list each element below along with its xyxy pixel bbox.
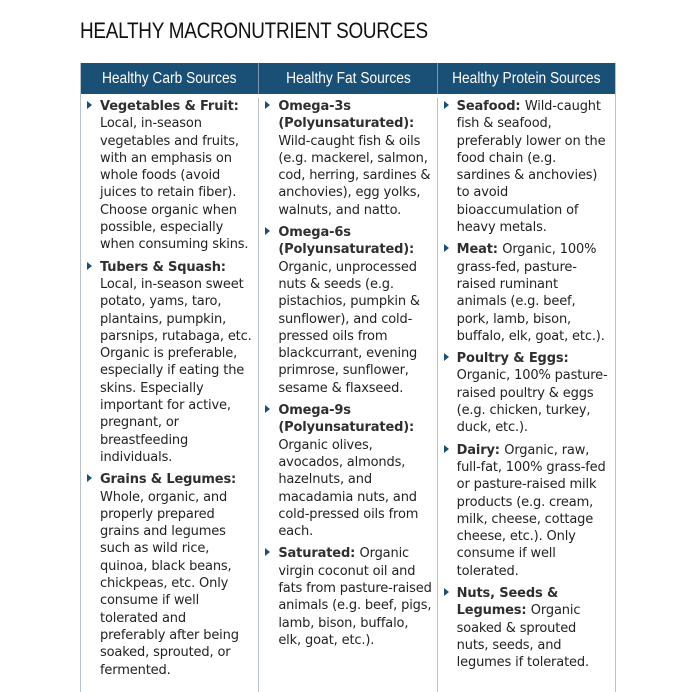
triangle-bullet-icon <box>444 588 449 596</box>
item-text: Organic, 100% grass-fed, pasture-raised ruminant animals (e.g. beef, pork, lamb, bison, buffalo, elk, goat, etc.). <box>456 242 605 344</box>
item-text: Wild-caught fish & seafood, preferably lower on the food chain (e.g. sardines & anchovies) to avoid bioaccumulation of heavy metals. <box>456 99 606 236</box>
item-text: Whole, organic, and properly prepared grains and legumes such as wild rice, quinoa, black beans, chickpeas, etc. Only consume if well tolerated and preferably after being soaked, sprouted, or fermented. <box>100 489 239 678</box>
triangle-bullet-icon <box>265 548 270 556</box>
item-heading: Seafood: <box>456 99 525 114</box>
list-item-omega-6s <box>265 224 432 397</box>
column-carb-sources <box>81 98 259 692</box>
triangle-bullet-icon <box>444 353 449 361</box>
macronutrient-table <box>80 63 616 692</box>
item-text: Organic soaked & sprouted nuts, seeds, and legumes if tolerated. <box>456 603 589 671</box>
column-fat-sources <box>259 98 437 692</box>
header-carb-label: Healthy Carb Sources <box>102 69 237 87</box>
item-text: Organic, raw, full-fat, 100% grass-fed or pasture-raised milk products (e.g. cream, milk, cheese, cottage cheese, etc.). Only consume if well tolerated. <box>456 442 606 579</box>
item-text: Organic virgin coconut oil and fats from pasture-raised animals (e.g. beef, pigs, lamb, bison, buffalo, elk, goat, etc.). <box>278 546 432 648</box>
item-text: Local, in-season vegetables and fruits, with an emphasis on whole foods (avoid juices to retain fiber). Choose organic when possible, especially when consuming skins. <box>100 116 249 253</box>
item-text: Organic olives, avocados, almonds, hazelnuts, and macadamia nuts, and cold-pressed oils from each. <box>278 437 419 540</box>
list-item-omega-3s <box>265 98 432 219</box>
header-fat-label: Healthy Fat Sources <box>285 69 411 87</box>
item-heading: Vegetables & Fruit: <box>100 99 239 114</box>
item-text: Organic, 100% pasture-raised poultry & eggs (e.g. chicken, turkey, duck, etc.). <box>456 368 608 436</box>
item-text: Organic, unprocessed nuts & seeds (e.g. pistachios, pumpkin & sunflower), and cold-pressed oils from blackcurrant, evening primrose, sunflower, sesame & flaxseed. <box>278 259 420 396</box>
item-heading: Omega-9s (Polyunsaturated): <box>278 403 415 436</box>
header-protein-sources <box>438 63 615 94</box>
triangle-bullet-icon <box>87 474 92 482</box>
list-item-saturated <box>265 545 432 649</box>
list-item-tubers-squash <box>87 259 254 467</box>
table-header-row <box>81 63 615 94</box>
page-title: HEALTHY MACRONUTRIENT SOURCES <box>80 18 428 43</box>
triangle-bullet-icon <box>265 101 270 109</box>
list-item-grains-legumes <box>87 471 254 679</box>
triangle-bullet-icon <box>444 101 449 109</box>
table-body-row <box>81 94 615 692</box>
triangle-bullet-icon <box>87 101 92 109</box>
triangle-bullet-icon <box>265 405 270 413</box>
list-item-dairy <box>444 442 611 580</box>
header-fat-sources <box>259 63 437 94</box>
triangle-bullet-icon <box>87 262 92 270</box>
item-heading: Grains & Legumes: <box>100 472 237 488</box>
item-heading: Tubers & Squash: <box>100 259 226 275</box>
triangle-bullet-icon <box>444 445 449 453</box>
list-item-nuts-seeds-legumes <box>444 585 611 671</box>
list-item-meat <box>444 241 611 345</box>
list-item-omega-9s <box>265 402 432 540</box>
list-item-seafood <box>444 98 611 236</box>
header-carb-sources <box>81 63 259 94</box>
item-heading: Saturated: <box>278 546 360 562</box>
triangle-bullet-icon <box>265 227 270 235</box>
item-heading: Nuts, Seeds & Legumes: <box>456 586 559 619</box>
column-protein-sources <box>438 98 615 692</box>
item-heading: Omega-3s (Polyunsaturated): <box>278 99 415 132</box>
item-heading: Dairy: <box>456 442 505 458</box>
item-text: Local, in-season sweet potato, yams, taro, plantains, pumpkin, parsnips, rutabaga, etc. Organic is preferable, especially if eating the skins. Especially important for active, pregnant, or breastfeeding individuals. <box>100 276 252 465</box>
header-protein-label: Healthy Protein Sources <box>452 69 601 87</box>
list-item-poultry-eggs <box>444 350 611 436</box>
list-item-vegetables-fruit <box>87 98 254 254</box>
item-heading: Meat: <box>456 242 503 258</box>
triangle-bullet-icon <box>444 244 449 252</box>
item-heading: Poultry & Eggs: <box>456 351 569 367</box>
item-heading: Omega-6s (Polyunsaturated): <box>278 225 415 258</box>
item-text: Wild-caught fish & oils (e.g. mackerel, salmon, cod, herring, sardines & anchovies), egg yolks, walnuts, and natto. <box>278 133 431 218</box>
